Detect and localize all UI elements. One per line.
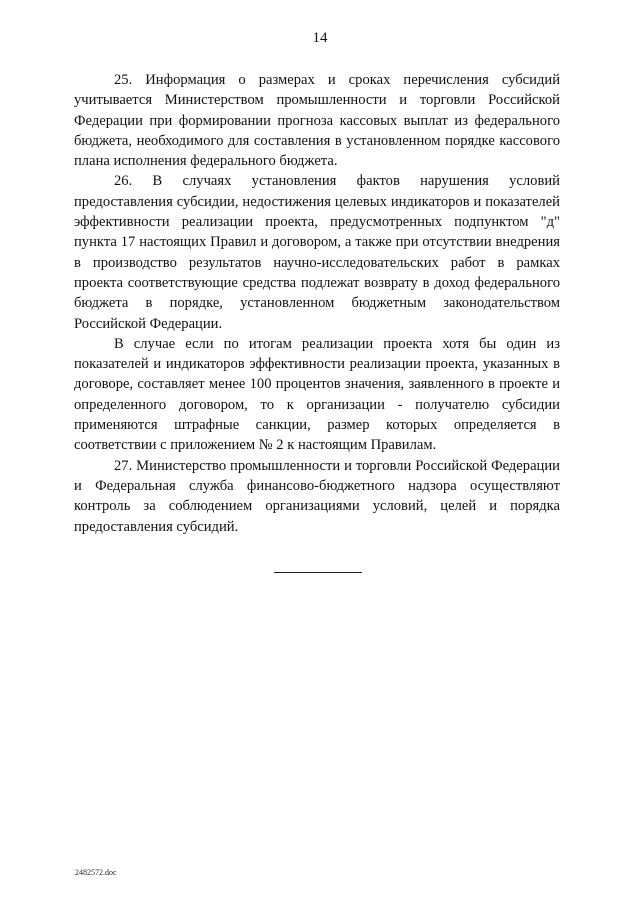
page-number: 14 [312,30,328,46]
paragraph-26: 26. В случаях установления фактов нарушения условий предоставления субсидии, недостижения целевых индикаторов и показателей эффективности реализации проекта, предусмотренных подпунктом "д" пункта 17 настоящих Правил и договором, а также при отсутствии внедрения в производство результатов научно-исследовательских работ в рамках проекта соответствующие средства подлежат возврату в доход федерального бюджета в порядке, установленном бюджетным законодательством Российской Федерации. [74,173,560,332]
paragraph-27: 27. Министерство промышленности и торговли Российской Федерации и Федеральная служба финансово-бюджетного надзора осуществляют контроль за соблюдением организациями условий, целей и порядка предоставления субсидий. [74,457,560,535]
paragraph-26-penalties: В случае если по итогам реализации проекта хотя бы один из показателей и индикаторов эффективности реализации проекта, указанных в договоре, составляет менее 100 процентов значения, заявленного в проекте и определенного договором, то к организации - получателю субсидии применяются штрафные санкции, размер которых определяется в соответствии с приложением № 2 к настоящим Правилам. [74,335,560,454]
end-separator-line [274,572,362,573]
paragraph-25: 25. Информация о размерах и сроках перечисления субсидий учитывается Министерством промышленности и торговли Российской Федерации при формировании прогноза кассовых выплат из федерального бюджета, необходимого для составления в установленном порядке кассового плана исполнения федерального бюджета. [74,72,560,170]
document-body [74,70,560,537]
document-file-code: 2482572.doc [75,868,117,877]
